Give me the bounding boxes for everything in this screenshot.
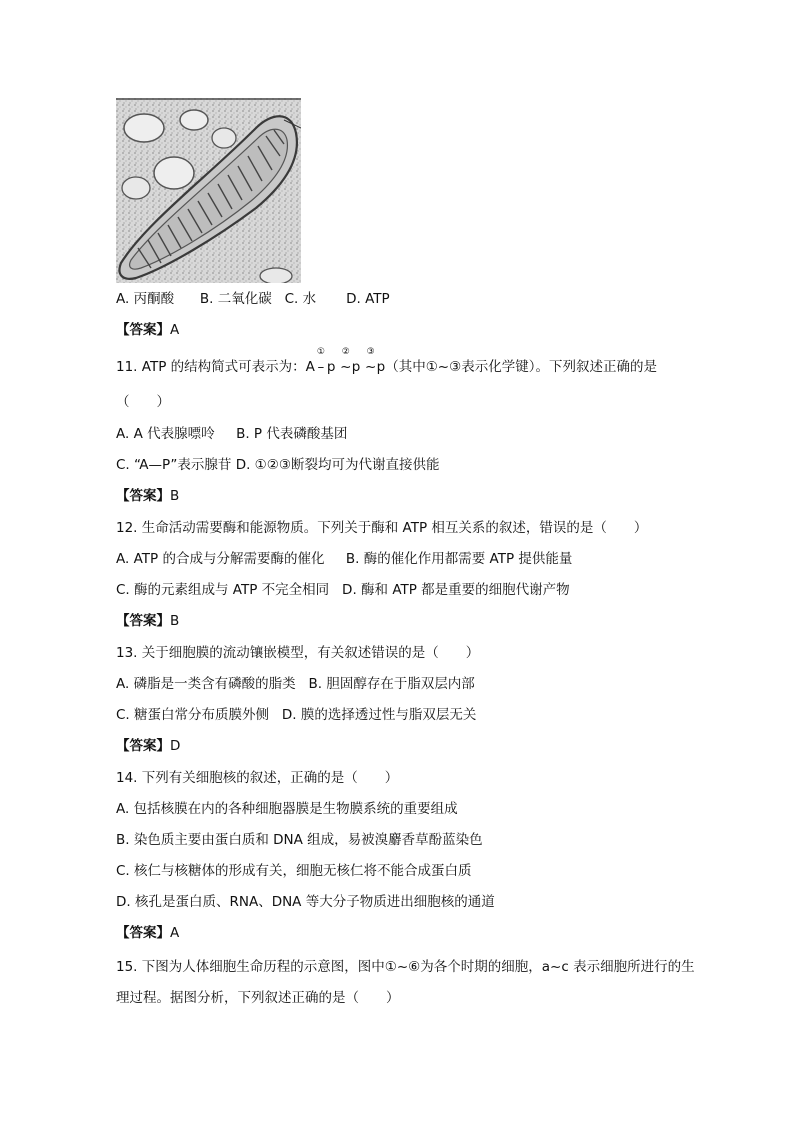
- bond-3: ③ ~: [364, 347, 377, 375]
- q15-stem-line2: 理过程。据图分析，下列叙述正确的是（ ）: [116, 990, 400, 1006]
- q14-answer: [116, 923, 179, 943]
- q13-stem: 13. 关于细胞膜的流动镶嵌模型，有关叙述错误的是（ ）: [116, 645, 480, 661]
- bond-2: ② ~: [340, 347, 352, 375]
- q12-option-d[interactable]: D. 酶和 ATP 都是重要的细胞代谢产物: [342, 582, 570, 598]
- q11-paren: （ ）: [116, 394, 170, 410]
- answer-label: 【答案】: [116, 322, 170, 338]
- q10-option-a[interactable]: A. 丙酮酸: [116, 291, 175, 307]
- q13-option-c[interactable]: C. 糖蛋白常分布质膜外侧: [116, 707, 270, 723]
- q11-option-d[interactable]: D. ①②③断裂均可为代谢直接供能: [235, 457, 440, 473]
- q14-option-d[interactable]: D. 核孔是蛋白质、RNA、DNA 等大分子物质进出细胞核的通道: [116, 894, 495, 910]
- q13-options-row1: [116, 674, 475, 694]
- q13-answer: [116, 736, 180, 756]
- q10-option-d[interactable]: D. ATP: [346, 291, 390, 307]
- q11-options-row2: [116, 455, 439, 475]
- answer-value: D: [170, 738, 181, 754]
- mitochondrion-micrograph-icon: [116, 98, 301, 283]
- micrograph-svg: [116, 98, 301, 283]
- answer-label: 【答案】: [116, 488, 170, 504]
- q11-option-a[interactable]: A. A 代表腺嘌呤: [116, 426, 215, 442]
- q13-option-a[interactable]: A. 磷脂是一类含有磷酸的脂类: [116, 676, 296, 692]
- q11-answer: [116, 486, 179, 506]
- answer-value: A: [170, 925, 180, 941]
- q11-stem: [116, 347, 657, 377]
- q14-stem: 14. 下列有关细胞核的叙述，正确的是（ ）: [116, 770, 399, 786]
- phosphate-2: p: [351, 359, 361, 375]
- q12-options-row1: [116, 549, 572, 569]
- q15-stem-line1: 15. 下图为人体细胞生命历程的示意图，图中①~⑥为各个时期的细胞，a~c 表示细胞所进行的生: [116, 959, 695, 975]
- q13-option-d[interactable]: D. 膜的选择透过性与脂双层无关: [281, 707, 477, 723]
- q12-answer: [116, 611, 179, 631]
- q12-stem: 12. 生命活动需要酶和能源物质。下列关于酶和 ATP 相互关系的叙述，错误的是（ ）: [116, 520, 648, 536]
- phosphate-1: p: [326, 359, 336, 375]
- q10-options: [116, 289, 390, 309]
- q12-option-b[interactable]: B. 酶的催化作用都需要 ATP 提供能量: [345, 551, 573, 567]
- q10-answer: [116, 320, 179, 340]
- q11-suffix: （其中①~③表示化学键）。下列叙述正确的是: [385, 359, 657, 375]
- q14-option-b[interactable]: B. 染色质主要由蛋白质和 DNA 组成，易被溴麝香草酚蓝染色: [116, 832, 483, 848]
- q14-option-c[interactable]: C. 核仁与核糖体的形成有关，细胞无核仁将不能合成蛋白质: [116, 863, 472, 879]
- q10-option-c[interactable]: C. 水: [284, 291, 317, 307]
- q10-option-b[interactable]: B. 二氧化碳: [199, 291, 272, 307]
- answer-label: 【答案】: [116, 738, 170, 754]
- bond-1: ① –: [316, 347, 325, 375]
- q11-option-c[interactable]: C. “A—P”表示腺苷: [116, 457, 232, 473]
- q12-options-row2: [116, 580, 570, 600]
- q13-options-row2: [116, 705, 476, 725]
- answer-label: 【答案】: [116, 925, 170, 941]
- phosphate-3: p: [376, 359, 386, 375]
- q11-options-row1: [116, 424, 347, 444]
- answer-value: B: [170, 613, 180, 629]
- q14-option-a[interactable]: A. 包括核膜在内的各种细胞器膜是生物膜系统的重要组成: [116, 801, 458, 817]
- q13-option-b[interactable]: B. 胆固醇存在于脂双层内部: [308, 676, 475, 692]
- answer-value: A: [170, 322, 180, 338]
- q11-option-b[interactable]: B. P 代表磷酸基团: [236, 426, 348, 442]
- q12-option-a[interactable]: A. ATP 的合成与分解需要酶的催化: [116, 551, 325, 567]
- answer-value: B: [170, 488, 180, 504]
- answer-label: 【答案】: [116, 613, 170, 629]
- q11-prefix: 11. ATP 的结构简式可表示为：A: [116, 359, 315, 375]
- q12-option-c[interactable]: C. 酶的元素组成与 ATP 不完全相同: [116, 582, 330, 598]
